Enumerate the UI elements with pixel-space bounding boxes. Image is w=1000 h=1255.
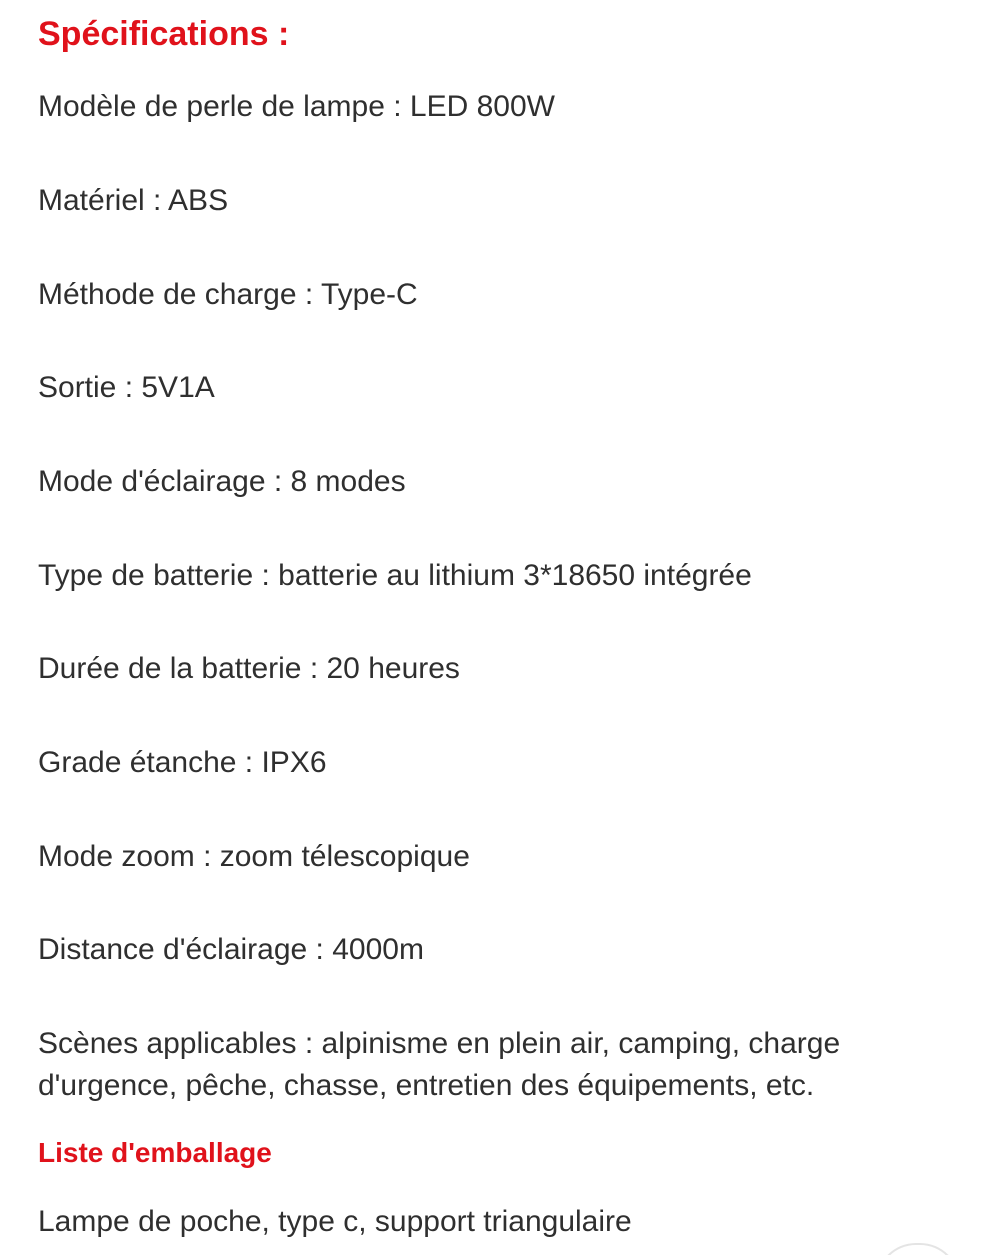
- spec-zoom-mode: Mode zoom : zoom télescopique: [38, 840, 470, 873]
- spec-lamp-bead-model: Modèle de perle de lampe : LED 800W: [38, 90, 555, 123]
- floating-button-edge[interactable]: [876, 1243, 960, 1255]
- spec-applicable-scenes-line-1: Scènes applicables : alpinisme en plein air, camping, charge: [38, 1027, 841, 1060]
- spec-battery-type: Type de batterie : batterie au lithium 3*18650 intégrée: [38, 559, 752, 592]
- specifications-heading: Spécifications :: [38, 15, 290, 53]
- spec-lighting-distance: Distance d'éclairage : 4000m: [38, 933, 424, 966]
- packing-list-heading: Liste d'emballage: [38, 1137, 272, 1168]
- spec-charge-method: Méthode de charge : Type-C: [38, 278, 418, 311]
- spec-waterproof-grade: Grade étanche : IPX6: [38, 746, 327, 779]
- spec-lighting-mode: Mode d'éclairage : 8 modes: [38, 465, 406, 498]
- spec-battery-life: Durée de la batterie : 20 heures: [38, 652, 460, 685]
- packing-list-items: Lampe de poche, type c, support triangulaire: [38, 1205, 632, 1238]
- spec-output: Sortie : 5V1A: [38, 371, 215, 404]
- spec-applicable-scenes-line-2: d'urgence, pêche, chasse, entretien des équipements, etc.: [38, 1069, 815, 1102]
- spec-material: Matériel : ABS: [38, 184, 229, 217]
